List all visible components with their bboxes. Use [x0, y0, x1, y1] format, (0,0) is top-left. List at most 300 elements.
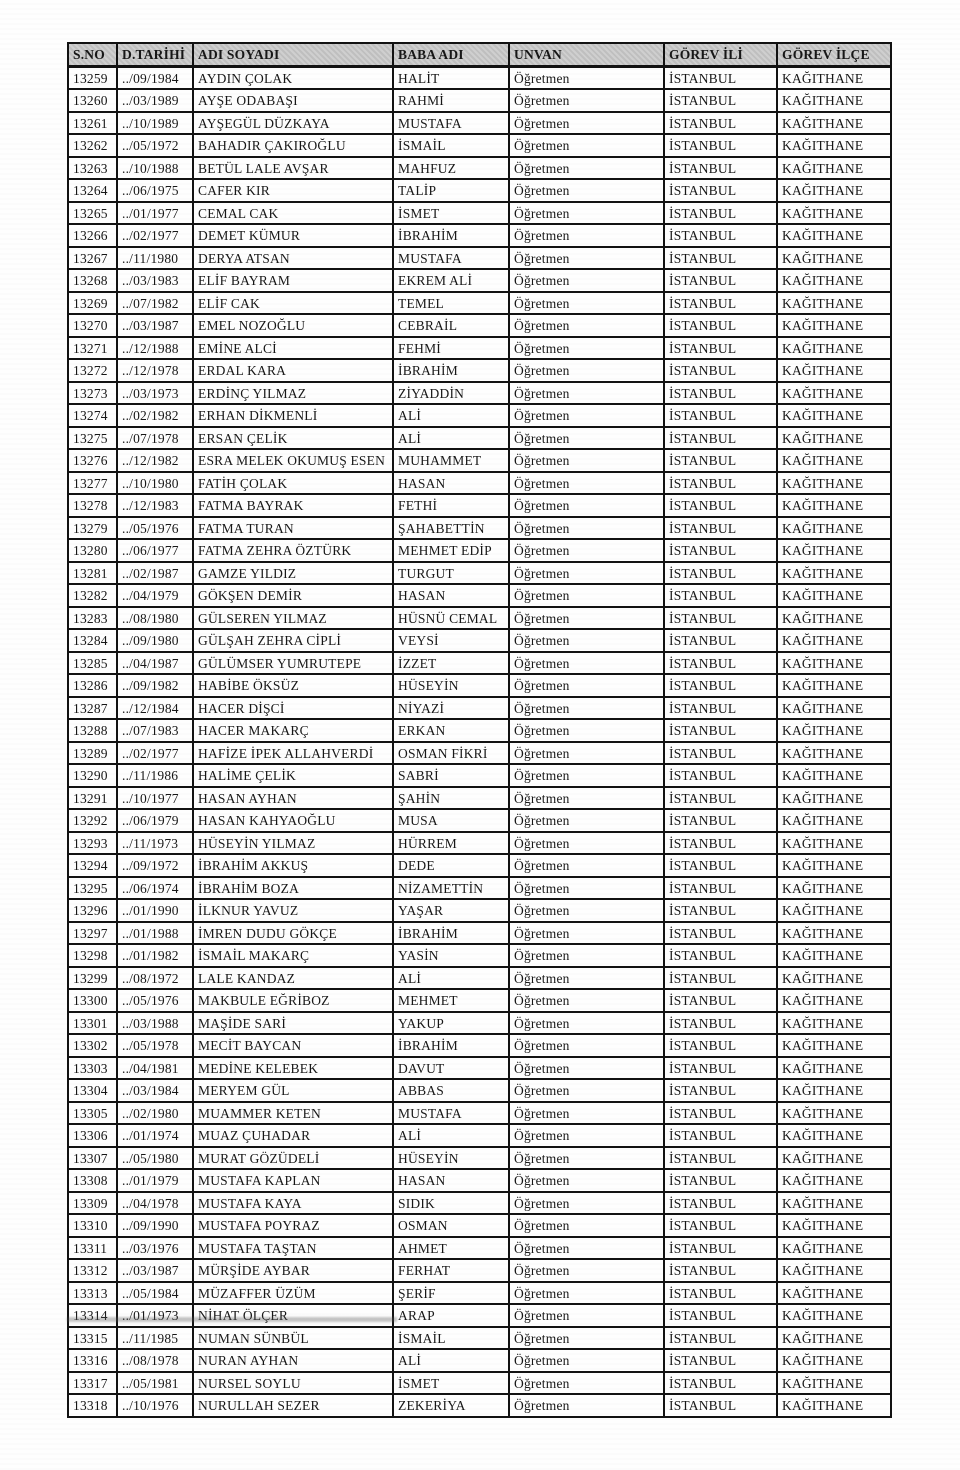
- cell-title: Öğretmen: [509, 1012, 664, 1035]
- table-row: [68, 989, 891, 1012]
- cell-district: KAĞITHANE: [777, 269, 891, 292]
- cell-birthdate: ../05/1978: [117, 1034, 193, 1057]
- cell-name: MAKBULE EĞRİBOZ: [193, 989, 393, 1012]
- cell-birthdate: ../09/1982: [117, 674, 193, 697]
- cell-sno: 13301: [68, 1012, 117, 1035]
- cell-province: İSTANBUL: [664, 877, 777, 900]
- cell-district: KAĞITHANE: [777, 404, 891, 427]
- cell-province: İSTANBUL: [664, 66, 777, 89]
- cell-title: Öğretmen: [509, 1102, 664, 1125]
- cell-district: KAĞITHANE: [777, 1327, 891, 1350]
- cell-sno: 13309: [68, 1192, 117, 1215]
- cell-title: Öğretmen: [509, 652, 664, 675]
- cell-name: MUAMMER KETEN: [193, 1102, 393, 1125]
- column-header-father-name: BABA ADI: [393, 43, 509, 66]
- cell-district: KAĞITHANE: [777, 1372, 891, 1395]
- cell-birthdate: ../12/1984: [117, 697, 193, 720]
- cell-sno: 13294: [68, 854, 117, 877]
- cell-sno: 13269: [68, 292, 117, 315]
- cell-sno: 13270: [68, 314, 117, 337]
- cell-district: KAĞITHANE: [777, 1124, 891, 1147]
- cell-district: KAĞITHANE: [777, 89, 891, 112]
- cell-title: Öğretmen: [509, 832, 664, 855]
- cell-birthdate: ../07/1983: [117, 719, 193, 742]
- cell-birthdate: ../10/1989: [117, 112, 193, 135]
- cell-title: Öğretmen: [509, 1034, 664, 1057]
- cell-district: KAĞITHANE: [777, 629, 891, 652]
- cell-title: Öğretmen: [509, 382, 664, 405]
- cell-district: KAĞITHANE: [777, 359, 891, 382]
- cell-title: Öğretmen: [509, 494, 664, 517]
- cell-father-name: HÜRREM: [393, 832, 509, 855]
- column-header-name: ADI SOYADI: [193, 43, 393, 66]
- cell-sno: 13299: [68, 967, 117, 990]
- table-row: [68, 1282, 891, 1305]
- column-header-title: UNVAN: [509, 43, 664, 66]
- cell-birthdate: ../07/1982: [117, 292, 193, 315]
- cell-father-name: SABRİ: [393, 764, 509, 787]
- cell-district: KAĞITHANE: [777, 967, 891, 990]
- cell-father-name: FETHİ: [393, 494, 509, 517]
- cell-birthdate: ../02/1977: [117, 224, 193, 247]
- cell-birthdate: ../01/1979: [117, 1169, 193, 1192]
- cell-father-name: İSMAİL: [393, 1327, 509, 1350]
- table-row: [68, 1349, 891, 1372]
- cell-title: Öğretmen: [509, 1372, 664, 1395]
- cell-name: İSMAİL MAKARÇ: [193, 944, 393, 967]
- cell-sno: 13303: [68, 1057, 117, 1080]
- cell-birthdate: ../10/1976: [117, 1394, 193, 1417]
- cell-father-name: AHMET: [393, 1237, 509, 1260]
- cell-title: Öğretmen: [509, 89, 664, 112]
- cell-province: İSTANBUL: [664, 1192, 777, 1215]
- cell-name: MÜRŞİDE AYBAR: [193, 1259, 393, 1282]
- cell-birthdate: ../06/1979: [117, 809, 193, 832]
- cell-name: MERYEM GÜL: [193, 1079, 393, 1102]
- cell-name: İLKNUR YAVUZ: [193, 899, 393, 922]
- cell-district: KAĞITHANE: [777, 1214, 891, 1237]
- cell-birthdate: ../10/1980: [117, 472, 193, 495]
- cell-title: Öğretmen: [509, 584, 664, 607]
- cell-province: İSTANBUL: [664, 697, 777, 720]
- cell-father-name: SIDIK: [393, 1192, 509, 1215]
- table-row: [68, 944, 891, 967]
- cell-sno: 13282: [68, 584, 117, 607]
- cell-sno: 13291: [68, 787, 117, 810]
- cell-father-name: ARAP: [393, 1304, 509, 1327]
- cell-title: Öğretmen: [509, 742, 664, 765]
- cell-title: Öğretmen: [509, 1304, 664, 1327]
- cell-father-name: VEYSİ: [393, 629, 509, 652]
- cell-name: EMİNE ALCİ: [193, 337, 393, 360]
- cell-province: İSTANBUL: [664, 944, 777, 967]
- cell-province: İSTANBUL: [664, 967, 777, 990]
- cell-birthdate: ../09/1980: [117, 629, 193, 652]
- cell-district: KAĞITHANE: [777, 764, 891, 787]
- cell-district: KAĞITHANE: [777, 224, 891, 247]
- table-row: [68, 1057, 891, 1080]
- cell-title: Öğretmen: [509, 877, 664, 900]
- cell-district: KAĞITHANE: [777, 944, 891, 967]
- cell-title: Öğretmen: [509, 66, 664, 89]
- cell-birthdate: ../03/1984: [117, 1079, 193, 1102]
- cell-father-name: TURGUT: [393, 562, 509, 585]
- cell-birthdate: ../11/1985: [117, 1327, 193, 1350]
- cell-district: KAĞITHANE: [777, 787, 891, 810]
- table-row: [68, 1079, 891, 1102]
- cell-province: İSTANBUL: [664, 517, 777, 540]
- table-row: [68, 1259, 891, 1282]
- cell-district: KAĞITHANE: [777, 989, 891, 1012]
- cell-sno: 13281: [68, 562, 117, 585]
- cell-father-name: HASAN: [393, 1169, 509, 1192]
- cell-sno: 13267: [68, 247, 117, 270]
- cell-father-name: NİYAZİ: [393, 697, 509, 720]
- cell-title: Öğretmen: [509, 337, 664, 360]
- cell-name: HASAN KAHYAOĞLU: [193, 809, 393, 832]
- cell-sno: 13268: [68, 269, 117, 292]
- table-row: [68, 674, 891, 697]
- cell-title: Öğretmen: [509, 719, 664, 742]
- cell-sno: 13271: [68, 337, 117, 360]
- cell-sno: 13304: [68, 1079, 117, 1102]
- cell-province: İSTANBUL: [664, 1349, 777, 1372]
- cell-birthdate: ../05/1984: [117, 1282, 193, 1305]
- cell-province: İSTANBUL: [664, 584, 777, 607]
- cell-father-name: ZİYADDİN: [393, 382, 509, 405]
- cell-title: Öğretmen: [509, 764, 664, 787]
- table-row: [68, 157, 891, 180]
- cell-father-name: ALİ: [393, 1124, 509, 1147]
- cell-father-name: NİZAMETTİN: [393, 877, 509, 900]
- cell-birthdate: ../09/1990: [117, 1214, 193, 1237]
- cell-birthdate: ../01/1973: [117, 1304, 193, 1327]
- cell-father-name: MUSTAFA: [393, 247, 509, 270]
- table-row: [68, 202, 891, 225]
- cell-father-name: ALİ: [393, 967, 509, 990]
- cell-title: Öğretmen: [509, 247, 664, 270]
- cell-sno: 13305: [68, 1102, 117, 1125]
- cell-birthdate: ../04/1987: [117, 652, 193, 675]
- cell-birthdate: ../12/1983: [117, 494, 193, 517]
- table-body: [68, 66, 891, 1417]
- cell-province: İSTANBUL: [664, 989, 777, 1012]
- cell-birthdate: ../09/1984: [117, 66, 193, 89]
- cell-birthdate: ../02/1977: [117, 742, 193, 765]
- cell-father-name: MEHMET EDİP: [393, 539, 509, 562]
- cell-birthdate: ../01/1982: [117, 944, 193, 967]
- cell-name: CAFER KIR: [193, 179, 393, 202]
- cell-title: Öğretmen: [509, 1237, 664, 1260]
- cell-title: Öğretmen: [509, 224, 664, 247]
- cell-sno: 13286: [68, 674, 117, 697]
- cell-name: İBRAHİM BOZA: [193, 877, 393, 900]
- cell-title: Öğretmen: [509, 292, 664, 315]
- table-row: [68, 472, 891, 495]
- cell-birthdate: ../03/1973: [117, 382, 193, 405]
- cell-district: KAĞITHANE: [777, 1012, 891, 1035]
- cell-title: Öğretmen: [509, 629, 664, 652]
- cell-sno: 13313: [68, 1282, 117, 1305]
- cell-sno: 13273: [68, 382, 117, 405]
- table-row: [68, 1124, 891, 1147]
- cell-father-name: İSMAİL: [393, 134, 509, 157]
- cell-province: İSTANBUL: [664, 832, 777, 855]
- table-row: [68, 1372, 891, 1395]
- cell-district: KAĞITHANE: [777, 134, 891, 157]
- cell-sno: 13260: [68, 89, 117, 112]
- cell-father-name: HÜSEYİN: [393, 674, 509, 697]
- cell-title: Öğretmen: [509, 1394, 664, 1417]
- cell-father-name: MUSTAFA: [393, 112, 509, 135]
- cell-birthdate: ../05/1972: [117, 134, 193, 157]
- cell-father-name: İBRAHİM: [393, 1034, 509, 1057]
- cell-province: İSTANBUL: [664, 1034, 777, 1057]
- cell-name: NUMAN SÜNBÜL: [193, 1327, 393, 1350]
- personnel-table: [67, 42, 892, 1418]
- cell-province: İSTANBUL: [664, 359, 777, 382]
- cell-title: Öğretmen: [509, 1192, 664, 1215]
- cell-title: Öğretmen: [509, 449, 664, 472]
- cell-sno: 13272: [68, 359, 117, 382]
- cell-title: Öğretmen: [509, 787, 664, 810]
- cell-province: İSTANBUL: [664, 719, 777, 742]
- cell-province: İSTANBUL: [664, 1327, 777, 1350]
- cell-name: İBRAHİM AKKUŞ: [193, 854, 393, 877]
- cell-name: ERDAL KARA: [193, 359, 393, 382]
- cell-sno: 13276: [68, 449, 117, 472]
- column-header-birthdate: D.TARİHİ: [117, 43, 193, 66]
- cell-district: KAĞITHANE: [777, 1394, 891, 1417]
- table-row: [68, 179, 891, 202]
- cell-father-name: ERKAN: [393, 719, 509, 742]
- cell-father-name: ALİ: [393, 427, 509, 450]
- cell-province: İSTANBUL: [664, 629, 777, 652]
- cell-province: İSTANBUL: [664, 1169, 777, 1192]
- cell-title: Öğretmen: [509, 1259, 664, 1282]
- cell-father-name: ZEKERİYA: [393, 1394, 509, 1417]
- cell-father-name: İSMET: [393, 202, 509, 225]
- cell-district: KAĞITHANE: [777, 1259, 891, 1282]
- cell-sno: 13314: [68, 1304, 117, 1327]
- cell-father-name: İSMET: [393, 1372, 509, 1395]
- cell-sno: 13279: [68, 517, 117, 540]
- cell-father-name: İZZET: [393, 652, 509, 675]
- cell-name: GÜLÜMSER YUMRUTEPE: [193, 652, 393, 675]
- cell-title: Öğretmen: [509, 1214, 664, 1237]
- cell-father-name: ŞAHİN: [393, 787, 509, 810]
- cell-name: MURAT GÖZÜDELİ: [193, 1147, 393, 1170]
- cell-name: HACER DİŞCİ: [193, 697, 393, 720]
- cell-province: İSTANBUL: [664, 1079, 777, 1102]
- cell-name: FATİH ÇOLAK: [193, 472, 393, 495]
- cell-sno: 13285: [68, 652, 117, 675]
- table-row: [68, 584, 891, 607]
- cell-sno: 13310: [68, 1214, 117, 1237]
- cell-title: Öğretmen: [509, 1169, 664, 1192]
- cell-province: İSTANBUL: [664, 472, 777, 495]
- cell-father-name: DAVUT: [393, 1057, 509, 1080]
- cell-province: İSTANBUL: [664, 562, 777, 585]
- cell-father-name: MUHAMMET: [393, 449, 509, 472]
- cell-father-name: TALİP: [393, 179, 509, 202]
- cell-name: FATMA TURAN: [193, 517, 393, 540]
- cell-father-name: YAŞAR: [393, 899, 509, 922]
- cell-province: İSTANBUL: [664, 1237, 777, 1260]
- cell-birthdate: ../06/1974: [117, 877, 193, 900]
- cell-name: NİHAT ÖLÇER: [193, 1304, 393, 1327]
- table-row: [68, 1169, 891, 1192]
- cell-father-name: HASAN: [393, 584, 509, 607]
- cell-sno: 13283: [68, 607, 117, 630]
- cell-name: ERSAN ÇELİK: [193, 427, 393, 450]
- cell-district: KAĞITHANE: [777, 652, 891, 675]
- cell-province: İSTANBUL: [664, 1304, 777, 1327]
- cell-sno: 13306: [68, 1124, 117, 1147]
- cell-province: İSTANBUL: [664, 764, 777, 787]
- cell-title: Öğretmen: [509, 809, 664, 832]
- cell-district: KAĞITHANE: [777, 607, 891, 630]
- cell-name: AYŞE ODABAŞI: [193, 89, 393, 112]
- table-row: [68, 1327, 891, 1350]
- cell-sno: 13289: [68, 742, 117, 765]
- cell-sno: 13288: [68, 719, 117, 742]
- table-row: [68, 314, 891, 337]
- table-row: [68, 112, 891, 135]
- cell-province: İSTANBUL: [664, 1394, 777, 1417]
- table-row: [68, 809, 891, 832]
- cell-sno: 13316: [68, 1349, 117, 1372]
- cell-province: İSTANBUL: [664, 494, 777, 517]
- table-row: [68, 764, 891, 787]
- table-row: [68, 1237, 891, 1260]
- cell-title: Öğretmen: [509, 314, 664, 337]
- cell-province: İSTANBUL: [664, 337, 777, 360]
- cell-sno: 13312: [68, 1259, 117, 1282]
- cell-district: KAĞITHANE: [777, 494, 891, 517]
- cell-title: Öğretmen: [509, 427, 664, 450]
- table-row: [68, 427, 891, 450]
- cell-sno: 13263: [68, 157, 117, 180]
- cell-birthdate: ../02/1980: [117, 1102, 193, 1125]
- cell-name: GÖKŞEN DEMİR: [193, 584, 393, 607]
- table-row: [68, 877, 891, 900]
- cell-province: İSTANBUL: [664, 1214, 777, 1237]
- cell-sno: 13300: [68, 989, 117, 1012]
- cell-birthdate: ../05/1976: [117, 517, 193, 540]
- cell-father-name: İBRAHİM: [393, 922, 509, 945]
- cell-father-name: ALİ: [393, 404, 509, 427]
- table-row: [68, 562, 891, 585]
- cell-title: Öğretmen: [509, 517, 664, 540]
- cell-district: KAĞITHANE: [777, 1192, 891, 1215]
- cell-name: NURSEL SOYLU: [193, 1372, 393, 1395]
- cell-birthdate: ../05/1976: [117, 989, 193, 1012]
- cell-province: İSTANBUL: [664, 854, 777, 877]
- cell-sno: 13259: [68, 66, 117, 89]
- table-row: [68, 629, 891, 652]
- cell-province: İSTANBUL: [664, 224, 777, 247]
- table-row: [68, 134, 891, 157]
- cell-name: MÜZAFFER ÜZÜM: [193, 1282, 393, 1305]
- cell-province: İSTANBUL: [664, 314, 777, 337]
- cell-father-name: HALİT: [393, 66, 509, 89]
- cell-province: İSTANBUL: [664, 787, 777, 810]
- cell-name: FATMA BAYRAK: [193, 494, 393, 517]
- table-row: [68, 292, 891, 315]
- cell-province: İSTANBUL: [664, 427, 777, 450]
- cell-birthdate: ../05/1980: [117, 1147, 193, 1170]
- cell-sno: 13298: [68, 944, 117, 967]
- header-row: [68, 43, 891, 66]
- cell-title: Öğretmen: [509, 472, 664, 495]
- cell-district: KAĞITHANE: [777, 832, 891, 855]
- table-row: [68, 899, 891, 922]
- table-row: [68, 359, 891, 382]
- cell-name: MUSTAFA KAPLAN: [193, 1169, 393, 1192]
- cell-province: İSTANBUL: [664, 202, 777, 225]
- cell-sno: 13296: [68, 899, 117, 922]
- cell-sno: 13290: [68, 764, 117, 787]
- cell-district: KAĞITHANE: [777, 1102, 891, 1125]
- cell-title: Öğretmen: [509, 179, 664, 202]
- cell-sno: 13297: [68, 922, 117, 945]
- table-row: [68, 269, 891, 292]
- cell-title: Öğretmen: [509, 607, 664, 630]
- table-row: [68, 517, 891, 540]
- cell-birthdate: ../04/1981: [117, 1057, 193, 1080]
- cell-district: KAĞITHANE: [777, 1237, 891, 1260]
- cell-sno: 13315: [68, 1327, 117, 1350]
- cell-province: İSTANBUL: [664, 1372, 777, 1395]
- cell-name: MUSTAFA POYRAZ: [193, 1214, 393, 1237]
- cell-birthdate: ../08/1980: [117, 607, 193, 630]
- cell-title: Öğretmen: [509, 112, 664, 135]
- cell-district: KAĞITHANE: [777, 1304, 891, 1327]
- cell-title: Öğretmen: [509, 1124, 664, 1147]
- cell-sno: 13264: [68, 179, 117, 202]
- cell-birthdate: ../06/1977: [117, 539, 193, 562]
- cell-father-name: MEHMET: [393, 989, 509, 1012]
- cell-province: İSTANBUL: [664, 382, 777, 405]
- table-row: [68, 89, 891, 112]
- cell-father-name: EKREM ALİ: [393, 269, 509, 292]
- cell-father-name: İBRAHİM: [393, 224, 509, 247]
- cell-name: MUSTAFA TAŞTAN: [193, 1237, 393, 1260]
- cell-birthdate: ../05/1981: [117, 1372, 193, 1395]
- cell-district: KAĞITHANE: [777, 1349, 891, 1372]
- cell-birthdate: ../11/1980: [117, 247, 193, 270]
- cell-birthdate: ../02/1982: [117, 404, 193, 427]
- cell-title: Öğretmen: [509, 202, 664, 225]
- table-row: [68, 1214, 891, 1237]
- cell-name: İMREN DUDU GÖKÇE: [193, 922, 393, 945]
- cell-title: Öğretmen: [509, 922, 664, 945]
- table-row: [68, 922, 891, 945]
- cell-name: MUAZ ÇUHADAR: [193, 1124, 393, 1147]
- cell-name: MUSTAFA KAYA: [193, 1192, 393, 1215]
- cell-name: BETÜL LALE AVŞAR: [193, 157, 393, 180]
- cell-district: KAĞITHANE: [777, 584, 891, 607]
- cell-sno: 13265: [68, 202, 117, 225]
- cell-district: KAĞITHANE: [777, 202, 891, 225]
- cell-name: HÜSEYİN YILMAZ: [193, 832, 393, 855]
- cell-province: İSTANBUL: [664, 269, 777, 292]
- cell-birthdate: ../01/1988: [117, 922, 193, 945]
- cell-name: ERDİNÇ YILMAZ: [193, 382, 393, 405]
- cell-father-name: RAHMİ: [393, 89, 509, 112]
- cell-province: İSTANBUL: [664, 607, 777, 630]
